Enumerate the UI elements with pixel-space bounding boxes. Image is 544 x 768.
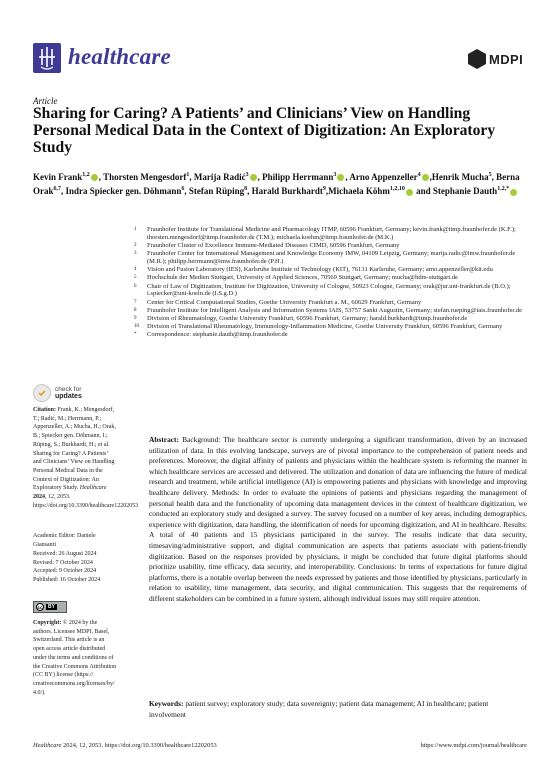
affiliation-number: 7	[134, 299, 137, 305]
author-list	[33, 169, 523, 198]
author-separator: ,	[257, 172, 263, 182]
author-name: Philipp Herrmann	[262, 172, 334, 182]
citation-text: Frank, K.; Mengesdorf, T.; Radić, M.; Herrmann, P.; Appenzeller, A.; Mucha, H.; Orak, B.; Spiecker gen. Döhmann, I.; Rüping, S.; Burkhardt, H.; et al. Sharing for Caring? A Patients’ and Clinicians’ View on Handling Personal Medical Data in the Context of Digitization: An Exploratory Study.	[33, 407, 116, 492]
affiliation-number: 2	[134, 243, 137, 248]
affiliation-number: *	[134, 332, 137, 338]
author-separator: ,	[345, 172, 350, 182]
author-separator: ,	[491, 172, 497, 182]
author-affiliation-mark: 8	[244, 186, 248, 193]
author-affiliation-mark: 1,2,10	[389, 186, 405, 193]
affiliation-text: Division of Translational Rheumatology, Immunology-Inflammation Medicine, Goethe University Frankfurt, 60596 Frankfurt, Germany	[147, 323, 503, 331]
publisher-name: MDPI	[489, 51, 524, 67]
mdpi-hex-icon	[468, 49, 486, 69]
affiliation-item	[134, 266, 534, 274]
publication-date: Revised: 7 October 2024	[33, 559, 93, 566]
author-affiliation-mark: 6	[181, 186, 185, 193]
author-name: Michaela Köhm	[328, 186, 390, 197]
affiliation-number: 5	[134, 275, 137, 281]
footer-doi[interactable]: 2024, 12, 2053. https://doi.org/10.3390/healthcare12202053	[61, 742, 217, 749]
affiliation-text: Hochschule der Medien Stuttgart, University of Applied Sciences, 70569 Stuttgart, Germany; mucha@hdm-stuttgart.de	[147, 274, 458, 282]
orcid-icon[interactable]	[337, 174, 344, 181]
article-type: Article	[33, 96, 58, 106]
author-name: Stefan Rüping	[188, 186, 245, 197]
publication-date: Received: 26 August 2024	[33, 551, 97, 557]
citation	[33, 406, 139, 510]
citation-year: 2024	[33, 494, 45, 501]
citation-journal: Healthcare	[79, 485, 107, 492]
article-title: Sharing for Caring? A Patients’ and Clinicians’ View on Handling Personal Medical Data in the Context of Digitization: An Exploratory Study	[33, 105, 496, 156]
author-name: Berna Orak	[33, 172, 520, 197]
orcid-icon[interactable]	[91, 174, 98, 181]
author-separator: ,	[325, 186, 329, 197]
author-separator: ,	[429, 172, 432, 182]
orcid-icon[interactable]	[422, 174, 429, 181]
author-separator: ,	[189, 172, 194, 182]
author-name: Thorsten Mengesdorf	[103, 172, 187, 182]
check-for-updates-button[interactable]	[33, 384, 82, 402]
affiliation-item	[134, 323, 534, 331]
author-affiliation-mark: 1,2,*	[497, 186, 510, 193]
cc-by-license-badge[interactable]	[33, 601, 67, 613]
journal-name: healthcare	[68, 44, 171, 69]
affiliation-number: 8	[134, 307, 137, 313]
citation-label: Citation:	[33, 407, 56, 413]
affiliation-number: 3	[134, 251, 137, 257]
abstract	[149, 435, 527, 605]
author-affiliation-mark: 6,7	[53, 186, 62, 193]
author-separator: and	[413, 186, 433, 197]
publication-dates	[33, 550, 117, 585]
author-affiliation-mark: 3	[245, 172, 249, 178]
affiliation-text: Division of Rheumatology, Goethe University Frankfurt, 60596 Frankfurt, Germany; harald.burkhardt@itmp.fraunhofer.de	[147, 315, 468, 322]
academic-editor: Academic Editor: Daniele Giansanti	[33, 533, 96, 548]
affiliation-text: Vision and Fusion Laboratory (IES), Karlsruhe Institute of Technology (KIT), 76131 Karlsruhe, Germany; arno.appenzeller@kit.edu	[147, 266, 493, 274]
author-name: Kevin Frank	[33, 172, 83, 182]
affiliation-item	[134, 331, 534, 339]
author-affiliation-mark: 1,2	[82, 172, 90, 178]
publisher-logo	[468, 48, 523, 70]
check-updates-line1: check for	[55, 386, 82, 393]
check-updates-icon	[33, 384, 51, 402]
author-name: Indra Spiecker gen. Döhmann	[65, 186, 182, 197]
copyright-text: © 2024 by the authors. Licensee MDPI, Basel, Switzerland. This article is an open access article distributed under the terms and conditions of the Creative Commons Attribution (CC BY) license (https:// creativecommons.org/licenses/by/ 4.0/).	[33, 620, 117, 696]
author-affiliation-mark: 4	[417, 172, 421, 178]
orcid-icon[interactable]	[510, 189, 517, 196]
journal-logo-icon	[33, 43, 61, 73]
footer-citation	[33, 742, 217, 749]
orcid-icon[interactable]	[250, 174, 257, 181]
copyright-label: Copyright:	[33, 620, 62, 626]
author-affiliation-mark: 9	[322, 186, 326, 193]
publication-date: Accepted: 9 October 2024	[33, 568, 97, 575]
affiliation-item	[134, 242, 534, 250]
affiliation-item	[134, 307, 534, 315]
journal-logo	[33, 43, 61, 73]
author-affiliation-mark: 1	[186, 172, 190, 178]
affiliation-text: Fraunhofer Cluster of Excellence Immune-Mediated Diseases CIMD, 60596 Frankfurt, Germany	[147, 242, 400, 249]
affiliation-number: 9	[134, 316, 137, 321]
author-affiliation-mark: 5	[488, 172, 492, 178]
author-name: Arno Appenzeller	[349, 172, 418, 182]
author-name: Marija Radić	[193, 172, 246, 182]
author-separator: ,	[61, 186, 66, 197]
affiliation-item	[134, 250, 534, 266]
affiliation-text: Fraunhofer Institute for Translational Medicine and Pharmacology ITMP, 60596 Frankfurt, Germany; kevin.frank@itmp.fraunhofer.de (K.F.); thorsten.mengesdorf@itmp.fraunhofer.de (T.M.); michaela.koehm@itmp.fraunhofer.de (M.K.)	[147, 226, 516, 241]
orcid-icon[interactable]	[406, 189, 413, 196]
affiliation-item	[134, 283, 534, 299]
author-separator: ,	[98, 172, 104, 182]
author-separator: ,	[247, 186, 252, 197]
affiliation-item	[134, 299, 534, 307]
affiliation-text: Center for Critical Computational Studies, Goethe University Frankfurt a. M., 60629 Frankfurt, Germany	[147, 298, 422, 306]
affiliation-text: Correspondence: stephanie.dauth@itmp.fraunhofer.de	[147, 331, 288, 339]
copyright-notice	[33, 619, 117, 697]
abstract-label: Abstract:	[149, 435, 179, 444]
affiliation-item	[134, 274, 534, 282]
author-name: Stephanie Dauth	[432, 186, 498, 197]
citation-volume: , 12,	[45, 494, 56, 501]
affiliation-text: Chair of Law of Digitization, Institute for Digitization, University of Cologne, 50923 Cologne, Germany; orak@jur.uni-frankfurt.de (B.O.); i.spiecker@uni-koeln.de (I.S.g.D.)	[147, 282, 511, 298]
footer-journal: Healthcare	[33, 742, 62, 749]
keywords-text: patient survey; exploratory study; data sovereignty; patient data management; AI in healthcare; patient involvement	[149, 699, 489, 719]
affiliation-text: Fraunhofer Institute for Intelligent Analysis and Information Systems IAIS, 53757 Sankt Augustin, Germany; stefan.rueping@iais.fraunhofer.de	[147, 306, 522, 314]
affiliation-number: 10	[134, 324, 139, 330]
check-updates-line2: updates	[55, 393, 82, 400]
footer-journal-url[interactable]: https://www.mdpi.com/journal/healthcare	[420, 742, 527, 749]
keywords-label: Keywords:	[149, 699, 184, 708]
abstract-text: Background: The healthcare sector is currently undergoing a significant transformation, driven by an increased utilization of data. In this evolving landscape, surveys are of pivotal importance to the comprehension of patient needs and preferences. Moreover, the digital affinity of patients and physicians within the healthcare system is reforming the manner in which healthcare services are accessed and delivered. The utilization and donation of data are influencing the future of medical research and treatment, while artificial intelligence (AI) is empowering patients and physicians with knowledge and improving healthcare delivery. Methods: In order to evaluate the opinions of patients and physicians regarding the management of personal health data and the functionality of upcoming data management devices in the context of healthcare digitization, we conducted an exploratory study and designed a survey. The survey focused on a number of key areas, including demographics, experience with digitization, data handling, the identification of needs for upcoming digitization, and AI in healthcare. Results: A total of 40 patients and 15 physicians participated in the survey. The results indicate that data security, timesaving/administrative support, and digital communication are aspects that patients associate with patient-friendly digitization. Based on the responses provided by physicians, it might be concluded that future digital platforms should prioritize usability, time efficacy, data security, and interoperability. Conclusions: In terms of expectations for future digital platforms, there is a notable overlap between the needs expressed by patients and those identified by physicians, particularly in relation to usability, time management, data security, and digital communication. This suggests that the requirements of different stakeholders can be combined in a future system, although individual issues may still require attention.	[149, 435, 527, 603]
by-icon: BY	[48, 604, 55, 610]
affiliation-text: Fraunhofer Center for International Management and Knowledge Economy IMW, 04109 Leipzig, Germany; marija.radic@imw.fraunhofer.de (M.R.); philipp.herrmann@imw.fraunhofer.de (P.H.)	[147, 250, 516, 265]
publication-date: Published: 16 October 2024	[33, 577, 101, 584]
author-name: Harald Burkhardt	[251, 186, 323, 197]
cc-icon: cc	[37, 604, 43, 610]
author-separator: ,	[184, 186, 189, 197]
affiliation-item	[134, 226, 534, 242]
keywords	[149, 699, 527, 720]
author-name: Henrik Mucha	[431, 172, 489, 182]
affiliation-item	[134, 315, 534, 323]
affiliation-number: 1	[134, 227, 137, 232]
citation-doi[interactable]: 2053. https://doi.org/10.3390/healthcare12202053	[33, 494, 139, 509]
author-affiliation-mark: 3	[333, 172, 337, 178]
affiliation-number: 4	[134, 267, 137, 273]
affiliation-number: 6	[134, 283, 137, 289]
